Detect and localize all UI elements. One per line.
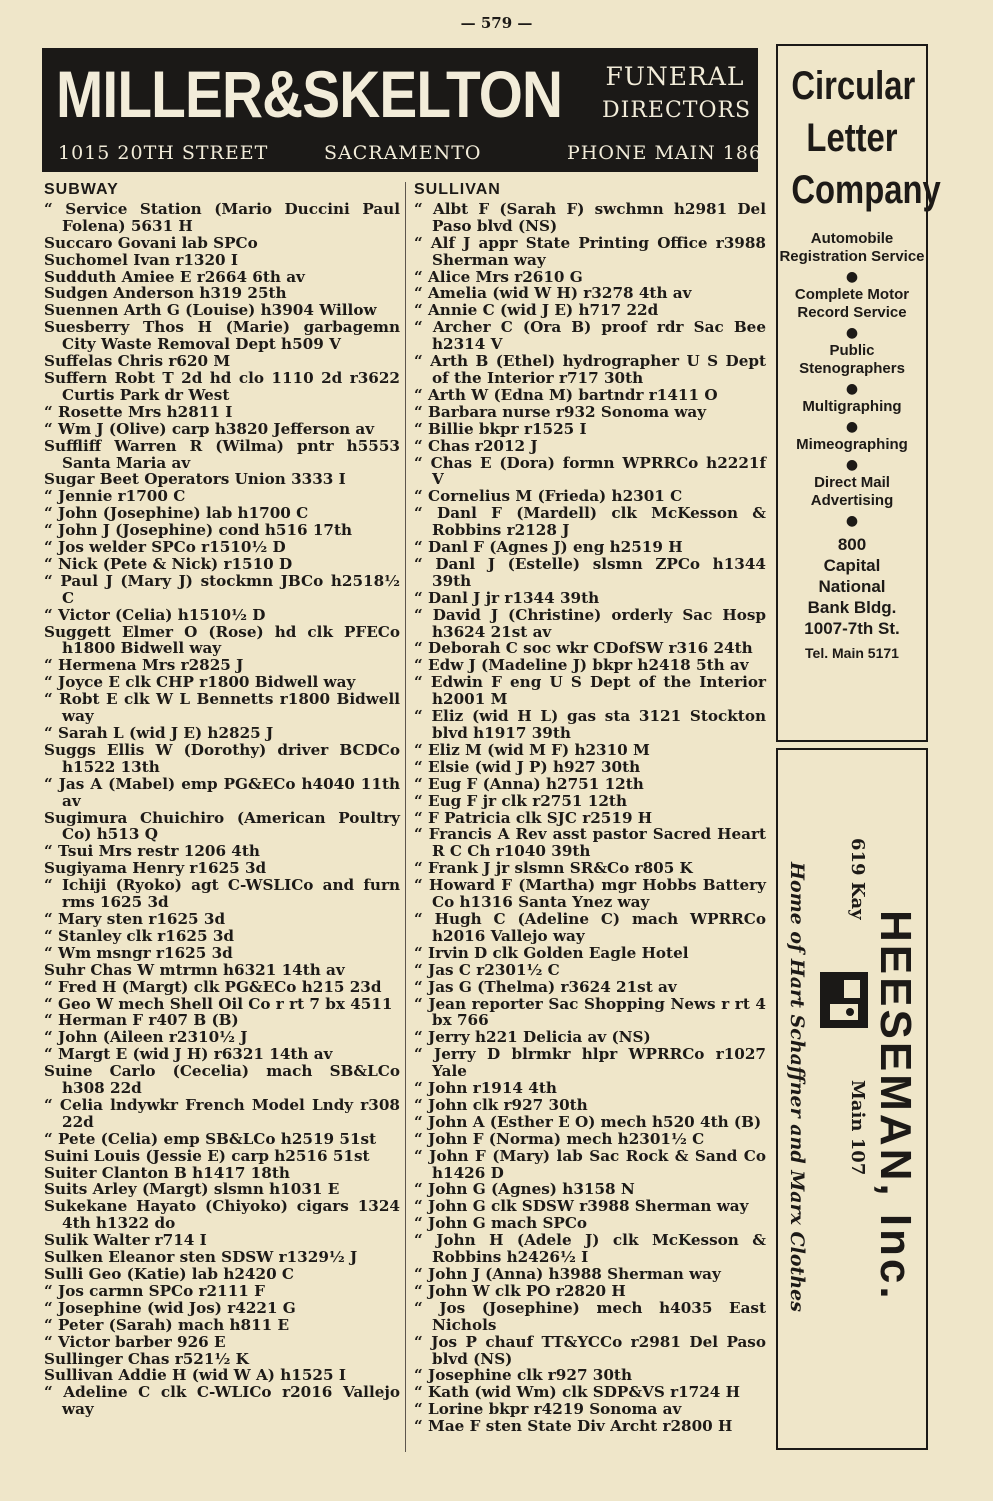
directory-entry: “ Jennie r1700 C [44, 487, 186, 506]
directory-entry: Suffelas Chris r620 M [44, 352, 231, 371]
bullet-dot: ● [845, 325, 859, 341]
circular-service: Direct Mail Advertising [810, 474, 894, 509]
directory-entry: “ Jos carmn SPCo r2111 F [44, 1281, 265, 1300]
directory-entry: “ Josephine (wid Jos) r4221 G [44, 1298, 296, 1317]
bullet-dot: ● [845, 419, 859, 435]
directory-entry: Suggett Elmer O (Rose) hd clk PFECo h1800 Bidwell way [44, 622, 400, 658]
directory-entry: “ Victor (Celia) h1510½ D [44, 605, 266, 624]
directory-entry: Sudgen Anderson h319 25th [44, 284, 287, 303]
directory-entry: “ Service Station (Mario Duccini Paul Folena) 5631 H [44, 199, 400, 235]
directory-entry: Sudduth Amiee E r2664 6th av [44, 267, 305, 286]
directory-entry: “ Hermena Mrs r2825 J [44, 656, 244, 675]
heeseman-ad [776, 748, 928, 1450]
directory-entry: “ Eug F (Anna) h2751 12th [414, 774, 644, 793]
banner-line2: DIRECTORS [602, 98, 752, 123]
directory-entry: “ Barbara nurse r932 Sonoma way [414, 402, 707, 421]
directory-entry: Suits Arley (Margt) slsmn h1031 E [44, 1180, 340, 1199]
directory-entry: “ Sarah L (wid J E) h2825 J [44, 724, 274, 742]
directory-entry: “ Tsui Mrs restr 1206 4th [44, 842, 260, 861]
directory-entry: “ Jos (Josephine) mech h4035 East Nichols [414, 1298, 766, 1334]
directory-entry: Suennen Arth G (Louise) h3904 Willow [44, 301, 377, 320]
directory-entry: “ Paul J (Mary J) stockmn JBCo h2518½ C [44, 571, 400, 607]
directory-entry: “ Mary sten r1625 3d [44, 909, 226, 928]
banner-company-name: MILLER&SKELTON [56, 57, 563, 131]
directory-entry: “ Herman F r407 B (B) [44, 1011, 239, 1030]
directory-entry: “ Stanley clk r1625 3d [44, 926, 235, 945]
directory-entry: “ John J (Anna) h3988 Sherman way [414, 1265, 721, 1283]
directory-entry: “ John clk r927 30th [414, 1095, 588, 1114]
directory-entry: “ Irvin D clk Golden Eagle Hotel [414, 943, 689, 962]
directory-entry: Sulli Geo (Katie) lab h2420 C [44, 1265, 295, 1283]
bullet-dot: ● [845, 457, 859, 473]
directory-entry: “ Lorine bkpr r4219 Sonoma av [414, 1400, 682, 1419]
left-column [44, 182, 400, 1418]
directory-entry: “ Jos welder SPCo r1510½ D [44, 538, 286, 557]
directory-entry: “ Eliz (wid H L) gas sta 3121 Stockton blvd h1917 39th [414, 707, 766, 742]
directory-entry: “ Francis A Rev asst pastor Sacred Heart R C Ch r1040 39th [414, 825, 766, 861]
directory-entry: “ Frank J jr slsmn SR&Co r805 K [414, 859, 693, 878]
directory-entry: “ Hugh C (Adeline C) mach WPRRCo h2016 Vallejo way [414, 909, 766, 945]
directory-entry: “ Celia lndywkr French Model Lndy r308 22d [44, 1095, 400, 1131]
directory-entry: “ John A (Esther E O) mech h520 4th (B) [414, 1112, 762, 1131]
directory-entry: “ Chas r2012 J [414, 436, 538, 455]
circular-service: Public Stenographers [799, 342, 905, 377]
directory-entry: “ Jas C r2301½ C [414, 960, 560, 979]
directory-entry: Suhr Chas W mtrmn h6321 14th av [44, 960, 345, 979]
circular-letter-ad [776, 44, 941, 742]
directory-entry: Sugimura Chuichiro (American Poultry Co) h513 Q [44, 808, 400, 844]
directory-entry: “ Wm J (Olive) carp h3820 Jefferson av [44, 419, 375, 438]
directory-entry: “ Billie bkpr r1525 I [414, 419, 587, 438]
directory-entry: “ Cornelius M (Frieda) h2301 C [414, 487, 683, 506]
circular-tel: Tel. Main 5171 [805, 645, 899, 661]
directory-entry: “ Wm msngr r1625 3d [44, 943, 233, 962]
directory-entry: “ Archer C (Ora B) proof rdr Sac Bee h2314 V [414, 318, 766, 354]
directory-entry: Sulken Eleanor sten SDSW r1329½ J [44, 1248, 358, 1267]
directory-entry: “ Peter (Sarah) mach h811 E [44, 1315, 290, 1334]
directory-entry: “ Arth B (Ethel) hydrographer U S Dept of the Interior r717 30th [414, 352, 766, 387]
directory-entry: Sukekane Hayato (Chiyoko) cigars 1324 4th h1322 do [44, 1197, 400, 1233]
circular-ad-title [791, 60, 941, 216]
bullet-dot: ● [845, 269, 859, 285]
banner-address: 1015 20TH STREET [58, 142, 269, 164]
directory-entry: Sugiyama Henry r1625 3d [44, 859, 267, 878]
directory-entry: “ Kath (wid Wm) clk SDP&VS r1724 H [414, 1383, 740, 1402]
directory-entry: “ Robt E clk W L Bennetts r1800 Bidwell way [44, 690, 400, 726]
directory-entry: “ Jas G (Thelma) r3624 21st av [414, 977, 677, 996]
directory-entry: “ David J (Christine) orderly Sac Hosp h3624 21st av [414, 605, 766, 641]
directory-entry: “ John (Josephine) lab h1700 C [44, 504, 309, 523]
directory-entry: “ Howard F (Martha) mgr Hobbs Battery Co h1316 Santa Ynez way [414, 876, 766, 912]
circular-service: Multigraphing [802, 398, 902, 415]
circular-service: Automobile Registration Service [779, 230, 925, 265]
right-entries-list [414, 201, 766, 1435]
heeseman-address: 619 Kay [847, 838, 868, 920]
directory-entry: “ Jas A (Mabel) emp PG&ECo h4040 11th av [44, 774, 400, 810]
directory-entry: “ Victor barber 926 E [44, 1332, 226, 1351]
circular-title-line: Letter [806, 116, 898, 160]
funeral-directors-banner [42, 48, 763, 172]
right-column [414, 182, 766, 1435]
directory-entry: Suchomel Ivan r1320 I [44, 250, 238, 269]
directory-entry: “ Chas E (Dora) formn WPRRCo h2221f V [414, 453, 766, 489]
directory-entry: Sugar Beet Operators Union 3333 I [44, 470, 346, 489]
directory-entry: “ Josephine clk r927 30th [414, 1366, 632, 1385]
circular-service: Mimeographing [796, 436, 908, 453]
address-line: Capital [823, 556, 881, 575]
directory-entry: “ Alf J appr State Printing Office r3988 Sherman way [414, 233, 766, 269]
directory-entry: “ Fred H (Margt) clk PG&ECo h215 23d [44, 977, 382, 996]
column-divider [405, 182, 406, 1452]
directory-entry: “ Danl F (Mardell) clk McKesson & Robbins r2128 J [414, 504, 766, 540]
directory-entry: “ John F (Mary) lab Sac Rock & Sand Co h1426 D [414, 1146, 766, 1182]
directory-entry: “ Edwin F eng U S Dept of the Interior h2001 M [414, 673, 766, 709]
address-line: 1007-7th St. [804, 619, 900, 638]
circular-title-line: Circular [791, 64, 916, 108]
address-line: National [818, 577, 886, 596]
directory-entry: “ Pete (Celia) emp SB&LCo h2519 51st [44, 1129, 377, 1148]
directory-entry: “ John J (Josephine) cond h516 17th [44, 521, 353, 540]
page-number: — 579 — [460, 14, 533, 32]
directory-entry: Succaro Govani lab SPCo [44, 233, 258, 252]
banner-phone: PHONE MAIN 186 [567, 142, 763, 164]
directory-entry: “ Elsie (wid J P) h927 30th [414, 757, 641, 776]
directory-entry: “ Jean reporter Sac Shopping News r rt 4 bx 766 [414, 994, 766, 1030]
directory-entry: “ Nick (Pete & Nick) r1510 D [44, 554, 293, 573]
directory-entry: Suiter Clanton B h1417 18th [44, 1163, 290, 1182]
directory-entry: Suesberry Thos H (Marie) garbagemn City Waste Removal Dept h509 V [44, 318, 400, 354]
directory-entry: “ Edw J (Madeline J) bkpr h2418 5th av [414, 656, 749, 675]
directory-entry: “ John (Aileen r2310½ J [44, 1028, 248, 1047]
directory-entry: Sulik Walter r714 I [44, 1231, 207, 1250]
directory-entry: “ John H (Adele J) clk McKesson & Robbins h2426½ I [414, 1231, 766, 1267]
circular-address [778, 534, 926, 639]
directory-entry: “ Jos P chauf TT&YCCo r2981 Del Paso blvd (NS) [414, 1332, 766, 1368]
directory-entry: “ Geo W mech Shell Oil Co r rt 7 bx 4511 [44, 994, 393, 1013]
directory-entry: “ Jerry h221 Delicia av (NS) [414, 1028, 651, 1047]
directory-entry: “ Joyce E clk CHP r1800 Bidwell way [44, 673, 356, 692]
banner-line1: FUNERAL [605, 62, 745, 91]
directory-entry: Suggs Ellis W (Dorothy) driver BCDCo h1522 13th [44, 740, 400, 776]
directory-entry: “ John W clk PO r2820 H [414, 1281, 626, 1300]
directory-entry: “ Danl J (Estelle) slsmn ZPCo h1344 39th [414, 554, 766, 590]
directory-entry: “ John G mach SPCo [414, 1214, 588, 1233]
directory-entry: “ Mae F sten State Div Archt r2800 H [414, 1417, 733, 1436]
directory-entry: “ Rosette Mrs h2811 I [44, 402, 233, 421]
directory-entry: “ Albt F (Sarah F) swchmn h2981 Del Paso blvd (NS) [414, 199, 766, 235]
directory-entry: “ Ichiji (Ryoko) agt C-WSLICo and furn rms 1625 3d [44, 876, 400, 912]
directory-entry: “ Danl F (Agnes J) eng h2519 H [414, 538, 683, 557]
directory-entry: Suffern Robt T 2d hd clo 1110 2d r3622 Curtis Park dr West [44, 368, 400, 404]
right-column-heading: SULLIVAN [414, 181, 501, 198]
directory-entry: “ Margt E (wid J H) r6321 14th av [44, 1045, 333, 1064]
directory-entry: “ F Patricia clk SJC r2519 H [414, 808, 653, 827]
directory-entry: “ Eug F jr clk r2751 12th [414, 791, 627, 810]
address-line: Bank Bldg. [807, 598, 897, 617]
circular-services-list [778, 230, 926, 510]
banner-city: SACRAMENTO [324, 142, 482, 164]
directory-entry: Suffliff Warren R (Wilma) pntr h5553 Santa Maria av [44, 436, 400, 472]
directory-entry: “ John r1914 4th [414, 1079, 557, 1098]
left-entries-list [44, 201, 400, 1418]
directory-entry: Suini Louis (Jessie E) carp h2516 51st [44, 1146, 370, 1165]
heeseman-name: HEESEMAN, Inc. [871, 910, 920, 1302]
directory-entry: “ Jerry D blrmkr hlpr WPRRCo r1027 Yale [414, 1045, 766, 1081]
directory-entry: Suine Carlo (Cecelia) mach SB&LCo h308 22d [44, 1062, 400, 1098]
directory-entry: “ John G clk SDSW r3988 Sherman way [414, 1197, 749, 1216]
heeseman-tagline: Home of Hart Schaffner and Marx Clothes [786, 862, 808, 1312]
bullet-dot: ● [845, 513, 859, 529]
directory-entry: “ Adeline C clk C-WLICo r2016 Vallejo way [44, 1383, 400, 1419]
circular-service: Complete Motor Record Service [794, 286, 910, 321]
directory-entry: “ John G (Agnes) h3158 N [414, 1180, 635, 1199]
directory-entry: Sullinger Chas r521½ K [44, 1349, 249, 1368]
directory-entry: “ Eliz M (wid M F) h2310 M [414, 740, 650, 759]
heeseman-logo-icon [818, 970, 870, 1030]
directory-entry: “ Alice Mrs r2610 G [414, 267, 583, 286]
address-line: 800 [837, 535, 867, 554]
left-column-heading: SUBWAY [44, 181, 119, 198]
directory-entry: “ John F (Norma) mech h2301½ C [414, 1129, 705, 1148]
directory-entry: “ Arth W (Edna M) bartndr r1411 O [414, 385, 718, 404]
directory-entry: Sullivan Addie H (wid W A) h1525 I [44, 1366, 346, 1385]
directory-entry: “ Amelia (wid W H) r3278 4th av [414, 284, 692, 303]
directory-entry: “ Annie C (wid J E) h717 22d [414, 301, 659, 320]
bullet-dot: ● [845, 381, 859, 397]
heeseman-rotated-panel [776, 750, 928, 1450]
circular-title-line: Company [791, 168, 941, 212]
directory-entry: “ Danl J jr r1344 39th [414, 588, 600, 607]
directory-entry: “ Deborah C soc wkr CDofSW r316 24th [414, 639, 753, 658]
heeseman-phone: Main 107 [847, 1080, 868, 1176]
